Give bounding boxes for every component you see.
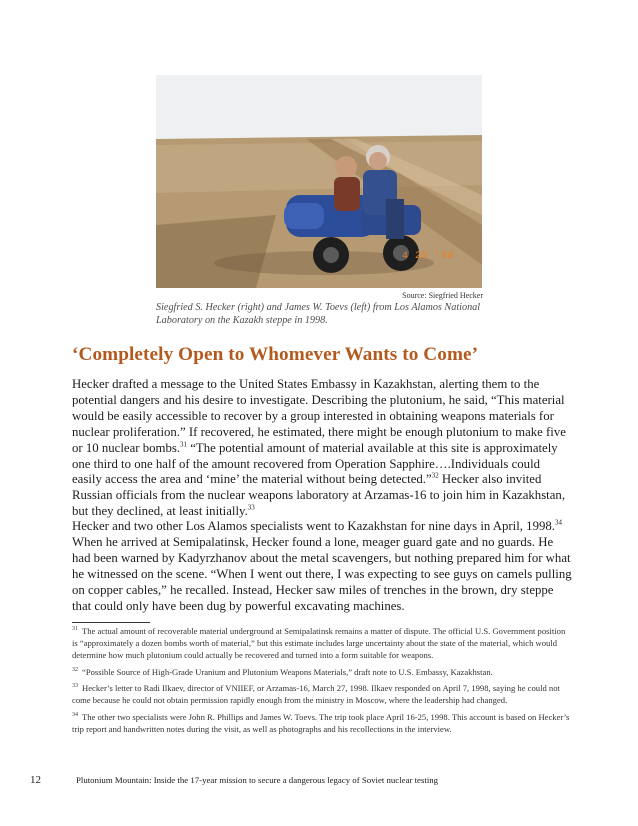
footnote-divider <box>72 622 150 623</box>
body-paragraph-2 <box>72 519 572 614</box>
photo-caption: Siegfried S. Hecker (right) and James W. Toevs (left) from Los Alamos National Laboratory on the Kazakh steppe in 1998. <box>156 302 481 326</box>
footnotes <box>72 625 572 739</box>
footnote-number: 34 <box>72 711 78 718</box>
footnote-text: The actual amount of recoverable material underground at Semipalatinsk remains a matter of dispute. The official U.S. Government position is “approximately a dozen bombs worth of material,” but this estimate includes large uncertainty about the state of the material, which would determine how much plutonium could actually be recovered and turned into a form suitable for weapons. <box>72 626 566 660</box>
footnote-32 <box>72 666 572 678</box>
body-paragraph-1 <box>72 377 572 520</box>
footnote-ref-31[interactable]: 31 <box>180 440 188 449</box>
footnote-34 <box>72 711 572 735</box>
running-footer: Plutonium Mountain: Inside the 17-year mission to secure a dangerous legacy of Soviet nuclear testing <box>76 775 439 785</box>
photo-source: Source: Siegfried Hecker <box>402 291 483 300</box>
footnote-text: “Possible Source of High-Grade Uranium and Plutonium Weapons Materials,” draft note to U.S. Embassy, Kazakhstan. <box>82 666 493 677</box>
text-run: Hecker and two other Los Alamos specialists went to Kazakhstan for nine days in April, 1998. <box>72 519 555 533</box>
steppe-photo <box>156 75 482 288</box>
footnote-text: The other two specialists were John R. Phillips and James W. Toevs. The trip took place April 16-25, 1998. This account is based on Hecker’s trip report and handwritten notes during the visit, as well as photographs and his recollections in the interview. <box>72 711 570 734</box>
footnote-number: 32 <box>72 666 78 673</box>
page-number: 12 <box>30 774 41 786</box>
footnote-ref-32[interactable]: 32 <box>431 472 439 481</box>
text-run: When he arrived at Semipalatinsk, Hecker found a lone, meager guard gate and no guards. He had been warned by Kadyrzhanov about the metal scavengers, but nothing prepared him for what he witnessed on the scene. “When I went out there, I was expecting to see guys on camels pulling on copper cables,” he recalled. Instead, Hecker saw miles of trenches in the brown, dry steppe that could only have been dug by powerful excavating machines. <box>72 534 572 613</box>
footnote-number: 31 <box>72 626 78 633</box>
text-run: Hecker drafted a message to the United States Embassy in Kazakhstan, alerting them to the potential dangers and his desire to investigate. Describing the plutonium, he said, “This material would be easily accessible to recover by a group interested in obtaining weapons materials for nuclear proliferation.” If recovered, he estimated, there might be enough plutonium to make five or 10 nuclear bombs. <box>72 377 566 455</box>
footnote-ref-33[interactable]: 33 <box>247 503 255 512</box>
photo-date-stamp: 4 28 '98 <box>401 251 454 262</box>
footnote-number: 33 <box>72 683 78 690</box>
footnote-31 <box>72 625 572 661</box>
footnote-text: Hecker’s letter to Radi Ilkaev, director of VNIIEF, or Arzamas-16, March 27, 1998. Ilkaev responded on April 7, 1998, saying he could not come because he could not obtain permission rapidly enough from the ministry in Moscow, where the leadership had changed. <box>72 683 560 706</box>
footnote-33 <box>72 682 572 706</box>
text-run: “The potential amount of material available at this site is approximately one third to one half of the amount recovered from Operation Sapphire….Individuals could easily access the area and ‘mine’ the material without being detected.” <box>72 440 558 487</box>
text-run: Hecker also invited Russian officials from the nuclear weapons laboratory at Arzamas-16 to join him in Kazakhstan, but they declined, at least initially. <box>72 472 566 519</box>
footnote-ref-34[interactable]: 34 <box>554 518 562 527</box>
section-heading: ‘Completely Open to Whomever Wants to Come’ <box>72 344 479 365</box>
